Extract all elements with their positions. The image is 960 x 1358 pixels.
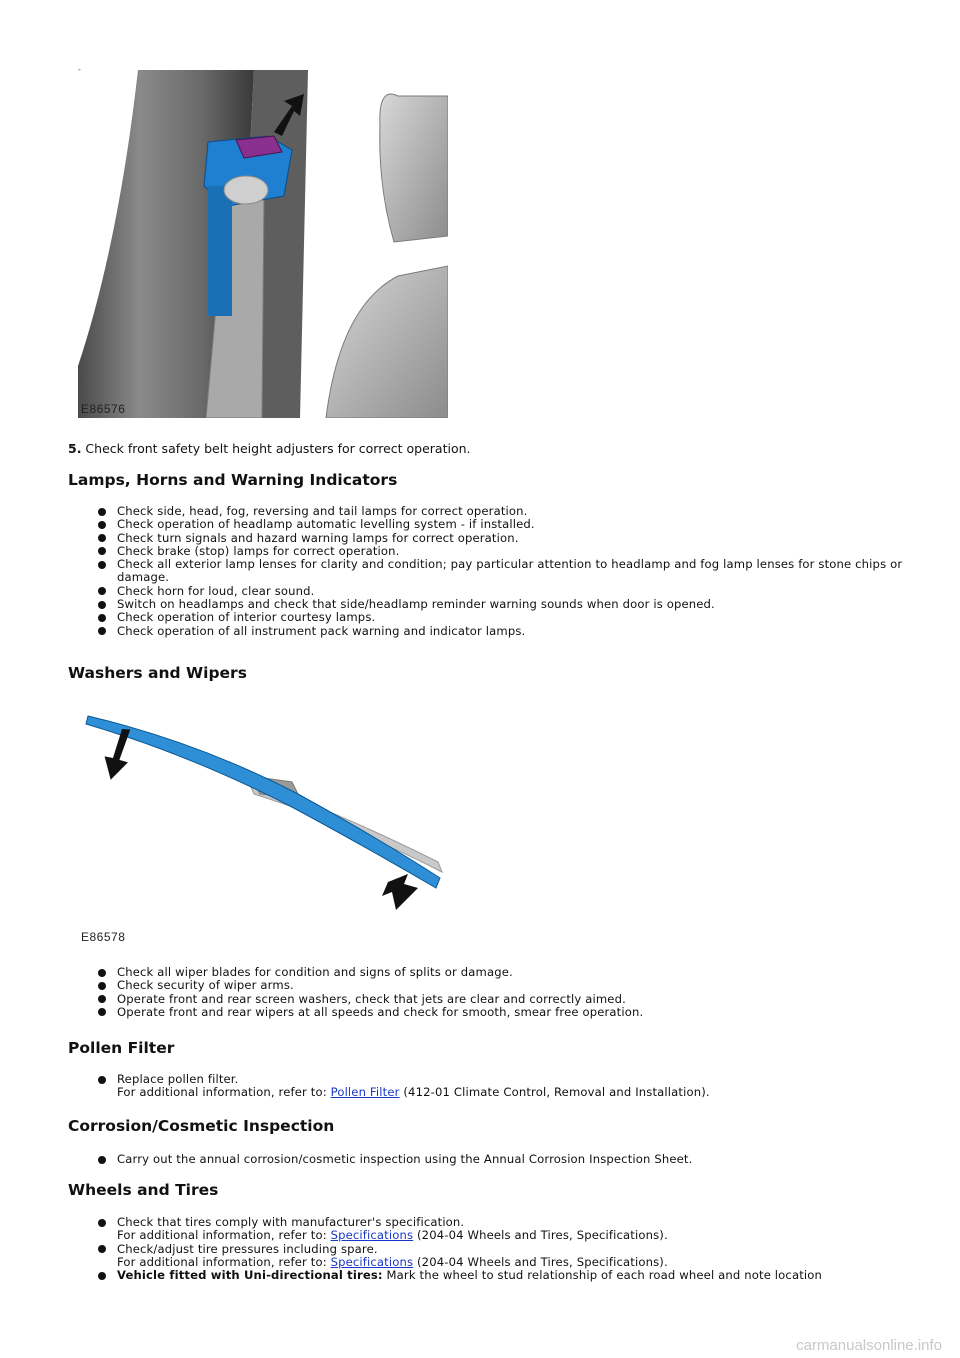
item-text: Replace pollen filter. (117, 1072, 239, 1086)
item-bold: Vehicle fitted with Uni-directional tires: (117, 1268, 383, 1283)
list-item: Check operation of all instrument pack warning and indicator lamps. (98, 625, 918, 638)
item-text: Check/adjust tire pressures including spare. (117, 1241, 378, 1256)
info-prefix: For additional information, refer to: (117, 1085, 331, 1100)
corrosion-list (98, 1153, 918, 1166)
list-item: Check operation of headlamp automatic levelling system - if installed. (98, 518, 918, 531)
info-suffix: (204-04 Wheels and Tires, Specifications). (413, 1228, 668, 1243)
heading-wheels: Wheels and Tires (68, 1181, 219, 1199)
step-number: 5. (68, 441, 82, 456)
list-item: Operate front and rear screen washers, check that jets are clear and correctly aimed. (98, 993, 918, 1006)
figure-wiper-blade (78, 702, 458, 947)
figure-seatbelt-adjuster (78, 66, 448, 418)
list-item: Check security of wiper arms. (98, 979, 918, 992)
heading-corrosion: Corrosion/Cosmetic Inspection (68, 1117, 335, 1135)
footer-watermark: carmanualsonline.info (796, 1337, 942, 1354)
list-item: Check operation of interior courtesy lamps. (98, 611, 918, 624)
info-prefix: For additional information, refer to: (117, 1254, 331, 1269)
list-item: Check turn signals and hazard warning lamps for correct operation. (98, 532, 918, 545)
step-text: Check front safety belt height adjusters for correct operation. (81, 441, 471, 456)
wheels-list (98, 1216, 918, 1282)
washers-list (98, 966, 918, 1019)
info-suffix: (412-01 Climate Control, Removal and Installation). (399, 1085, 710, 1100)
list-item: Check horn for loud, clear sound. (98, 585, 918, 598)
list-item: Operate front and rear wipers at all speeds and check for smooth, smear free operation. (98, 1006, 918, 1019)
list-item (98, 1216, 918, 1243)
pollen-filter-link[interactable]: Pollen Filter (330, 1085, 400, 1100)
list-item: Carry out the annual corrosion/cosmetic inspection using the Annual Corrosion Inspection Sheet. (98, 1153, 918, 1166)
figure-label: E86578 (81, 930, 126, 944)
list-item (98, 1243, 918, 1270)
item-text: Mark the wheel to stud relationship of each road wheel and note location (382, 1268, 823, 1283)
pollen-list (98, 1073, 918, 1100)
step-5 (68, 441, 471, 456)
figure-label: E86576 (81, 402, 126, 416)
lamps-list (98, 505, 918, 638)
specifications-link[interactable]: Specifications (330, 1228, 414, 1243)
info-suffix: (204-04 Wheels and Tires, Specifications). (413, 1254, 668, 1269)
heading-washers: Washers and Wipers (68, 664, 247, 682)
list-item (98, 1073, 918, 1100)
list-item (98, 1269, 918, 1282)
list-item: Check all wiper blades for condition and signs of splits or damage. (98, 966, 918, 979)
heading-lamps: Lamps, Horns and Warning Indicators (68, 471, 398, 489)
info-prefix: For additional information, refer to: (117, 1228, 331, 1243)
item-text: Check that tires comply with manufacturer's specification. (117, 1215, 465, 1229)
heading-pollen: Pollen Filter (68, 1039, 175, 1057)
svg-text:-: - (78, 66, 81, 74)
list-item: Check side, head, fog, reversing and tail lamps for correct operation. (98, 505, 918, 518)
specifications-link[interactable]: Specifications (330, 1254, 414, 1269)
list-item: Check brake (stop) lamps for correct operation. (98, 545, 918, 558)
list-item: Check all exterior lamp lenses for clarity and condition; pay particular attention to headlamp and fog lamp lenses for stone chips or damage. (98, 558, 918, 585)
list-item: Switch on headlamps and check that side/headlamp reminder warning sounds when door is opened. (98, 598, 918, 611)
